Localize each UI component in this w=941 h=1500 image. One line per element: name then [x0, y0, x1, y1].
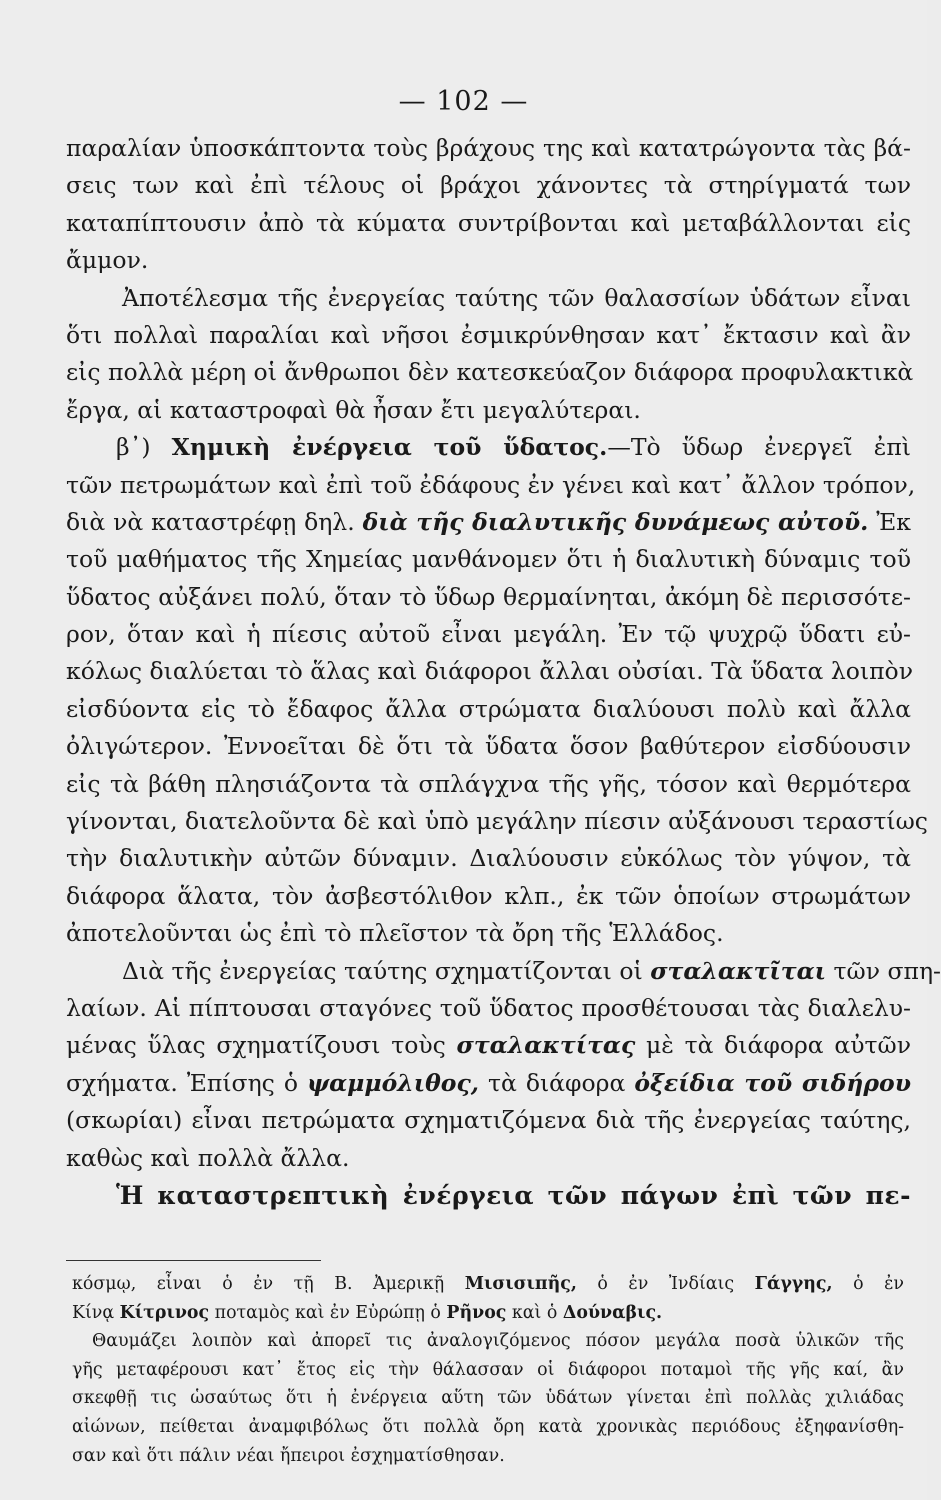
text-span: μένας ὕλας σχηματίζουσι τοὺς: [66, 1031, 457, 1060]
river-name: Δούναβις.: [562, 1302, 663, 1323]
section-label: β᾽): [116, 433, 172, 462]
page-number: — 102 —: [398, 86, 529, 117]
emphasized-term: ψαμμόλιθος,: [306, 1068, 479, 1097]
text-line: (σκωρίαι) εἶναι πετρώματα σχηματιζόμενα διὰ τῆς ἐνεργείας ταύτης,: [66, 1106, 911, 1135]
text-line: ὕδατος αὐξάνει πολύ, ὅταν τὸ ὕδωρ θερμαίνηται, ἀκόμη δὲ περισσότε-: [66, 582, 911, 611]
text-line: ρον, ὅταν καὶ ἡ πίεσις αὐτοῦ εἶναι μεγάλη. Ἐν τῷ ψυχρῷ ὕδατι εὐ-: [66, 620, 911, 649]
text-line: εἰς τὰ βάθη πλησιάζοντα τὰ σπλάγχνα τῆς γῆς, τόσον καὶ θερμότερα: [66, 769, 911, 798]
river-name: Μισισιπῆς,: [464, 1274, 577, 1294]
emphasized-term: διὰ τῆς διαλυτικῆς δυνάμεως αὐτοῦ.: [362, 507, 869, 536]
footnote-line: [72, 1299, 904, 1328]
text-line: καταπίπτουσιν ἀπὸ τὰ κύματα συντρίβονται καὶ μεταβάλλονται εἰς: [66, 208, 911, 237]
text-line: παραλίαν ὑποσκάπτοντα τοὺς βράχους της καὶ κατατρώγοντα τὰς βά-: [66, 134, 911, 162]
section-title: Χημικὴ ἐνέργεια τοῦ ὕδατος.: [171, 433, 608, 462]
text-line: ὅτι πολλαὶ παραλίαι καὶ νῆσοι ἐσμικρύνθησαν κατ᾽ ἔκτασιν καὶ ἂν: [66, 320, 911, 349]
emphasized-term: σταλακτῖται: [650, 956, 827, 985]
text-line-emphasis: [66, 504, 911, 541]
paragraph-start-line: Ἀποτέλεσμα τῆς ἐνεργείας ταύτης τῶν θαλασσίων ὑδάτων εἶναι: [122, 283, 911, 312]
emphasized-term: σταλακτίτας: [456, 1031, 636, 1060]
text-line: ἄμμον.: [66, 246, 149, 275]
footnote: [72, 1270, 904, 1470]
river-name: Ρῆνος: [446, 1302, 507, 1323]
footnote-line: Θαυμάζει λοιπὸν καὶ ἀπορεῖ τις ἀναλογιζόμενος πόσον μεγάλα ποσὰ ὑλικῶν τῆς: [92, 1331, 904, 1352]
text-span: διὰ νὰ καταστρέφῃ δηλ.: [66, 507, 363, 536]
river-name: Γάγγης,: [754, 1274, 833, 1294]
text-span: τὰ διάφορα: [478, 1068, 635, 1097]
text-line: ὀλιγώτερον. Ἐννοεῖται δὲ ὅτι τὰ ὕδατα ὅσον βαθύτερον εἰσδύουσιν: [66, 732, 911, 761]
footnote-line: γῆς μεταφέρουσι κατ᾽ ἔτος εἰς τὴν θάλασσαν οἱ διάφοροι ποταμοὶ τῆς γῆς καί, ἂν: [72, 1359, 904, 1380]
river-name: Κίτρινος: [119, 1302, 210, 1323]
text-span: σχήματα. Ἐπίσης ὁ: [66, 1068, 307, 1097]
text-line: καθὼς καὶ πολλὰ ἄλλα.: [66, 1143, 350, 1172]
footnote-line: αἰώνων, πείθεται ἀναμφιβόλως ὅτι πολλὰ ὄρη κατὰ χρονικὰς περιόδους ἐξηφανίσθη-: [72, 1416, 904, 1437]
section-heading: Ἡ καταστρεπτικὴ ἐνέργεια τῶν πάγων ἐπὶ τῶν πε-: [116, 1180, 911, 1210]
text-line: κόλως διαλύεται τὸ ἅλας καὶ διάφοροι ἄλλαι οὐσίαι. Τὰ ὕδατα λοιπὸν: [66, 657, 913, 686]
text-span: ὁ ἐν: [832, 1274, 904, 1294]
text-span: καὶ ὁ: [506, 1302, 563, 1323]
footnote-line: σαν καὶ ὅτι πάλιν νέαι ἤπειροι ἐσχηματίσθησαν.: [72, 1445, 505, 1466]
text-line-emphasis: [66, 1065, 911, 1102]
text-line: εἰσδύοντα εἰς τὸ ἔδαφος ἄλλα στρώματα διαλύουσι πολὺ καὶ ἄλλα: [66, 694, 911, 723]
text-span: Διὰ τῆς ἐνεργείας ταύτης σχηματίζονται οἱ: [122, 956, 651, 985]
text-span: Κίνᾳ: [72, 1302, 120, 1323]
text-line: διάφορα ἅλατα, τὸν ἀσβεστόλιθον κλπ., ἐκ τῶν ὁποίων στρωμάτων: [66, 881, 911, 910]
text-span: τῶν σπη-: [826, 956, 941, 985]
main-text: [66, 130, 941, 1214]
section-beta-heading-line: [66, 429, 911, 466]
text-line: τῶν πετρωμάτων καὶ ἐπὶ τοῦ ἐδάφους ἐν γένει καὶ κατ᾽ ἄλλον τρόπον,: [66, 470, 916, 499]
text-span: κόσμῳ, εἶναι ὁ ἐν τῇ Β. Ἀμερικῇ: [72, 1274, 465, 1294]
text-line: τὴν διαλυτικὴν αὐτῶν δύναμιν. Διαλύουσιν εὐκόλως τὸν γύψον, τὰ: [66, 844, 911, 873]
text-line: λαίων. Αἱ πίπτουσαι σταγόνες τοῦ ὕδατος προσθέτουσαι τὰς διαλελυ-: [66, 993, 911, 1022]
text-span: ποταμὸς καὶ ἐν Εὐρώπῃ ὁ: [209, 1302, 447, 1323]
text-span: ὁ ἐν Ἰνδίαις: [576, 1274, 755, 1294]
footnote-divider: [66, 1260, 321, 1261]
text-span: Ἐκ: [868, 507, 911, 536]
footnote-line: σκεφθῇ τις ὡσαύτως ὅτι ἡ ἐνέργεια αὕτη τῶν ὑδάτων γίνεται ἐπὶ πολλὰς χιλιάδας: [72, 1388, 904, 1409]
text-line: σεις των καὶ ἐπὶ τέλους οἱ βράχοι χάνοντες τὰ στηρίγματά των: [66, 171, 911, 200]
text-line: ἔργα, αἱ καταστροφαὶ θὰ ἦσαν ἔτι μεγαλύτεραι.: [66, 395, 641, 424]
paragraph-start-line: [66, 953, 941, 990]
text-line: εἰς πολλὰ μέρη οἱ ἄνθρωποι δὲν κατεσκεύαζον διάφορα προφυλακτικὰ: [66, 358, 914, 387]
text-line: τοῦ μαθήματος τῆς Χημείας μανθάνομεν ὅτι ἡ διαλυτικὴ δύναμις τοῦ: [66, 545, 911, 574]
text-line: ἀποτελοῦνται ὡς ἐπὶ τὸ πλεῖστον τὰ ὄρη τῆς Ἑλλάδος.: [66, 919, 724, 948]
text-span: μὲ τὰ διάφορα αὐτῶν: [635, 1031, 911, 1060]
emphasized-term: ὀξείδια τοῦ σιδήρου: [634, 1068, 911, 1097]
text-line-emphasis: [66, 1027, 911, 1064]
section-intro-text: —Τὸ ὕδωρ ἐνεργεῖ ἐπὶ: [607, 433, 911, 462]
footnote-line: [72, 1270, 904, 1299]
text-line: γίνονται, διατελοῦντα δὲ καὶ ὑπὸ μεγάλην πίεσιν αὐξάνουσι τεραστίως: [66, 807, 928, 836]
